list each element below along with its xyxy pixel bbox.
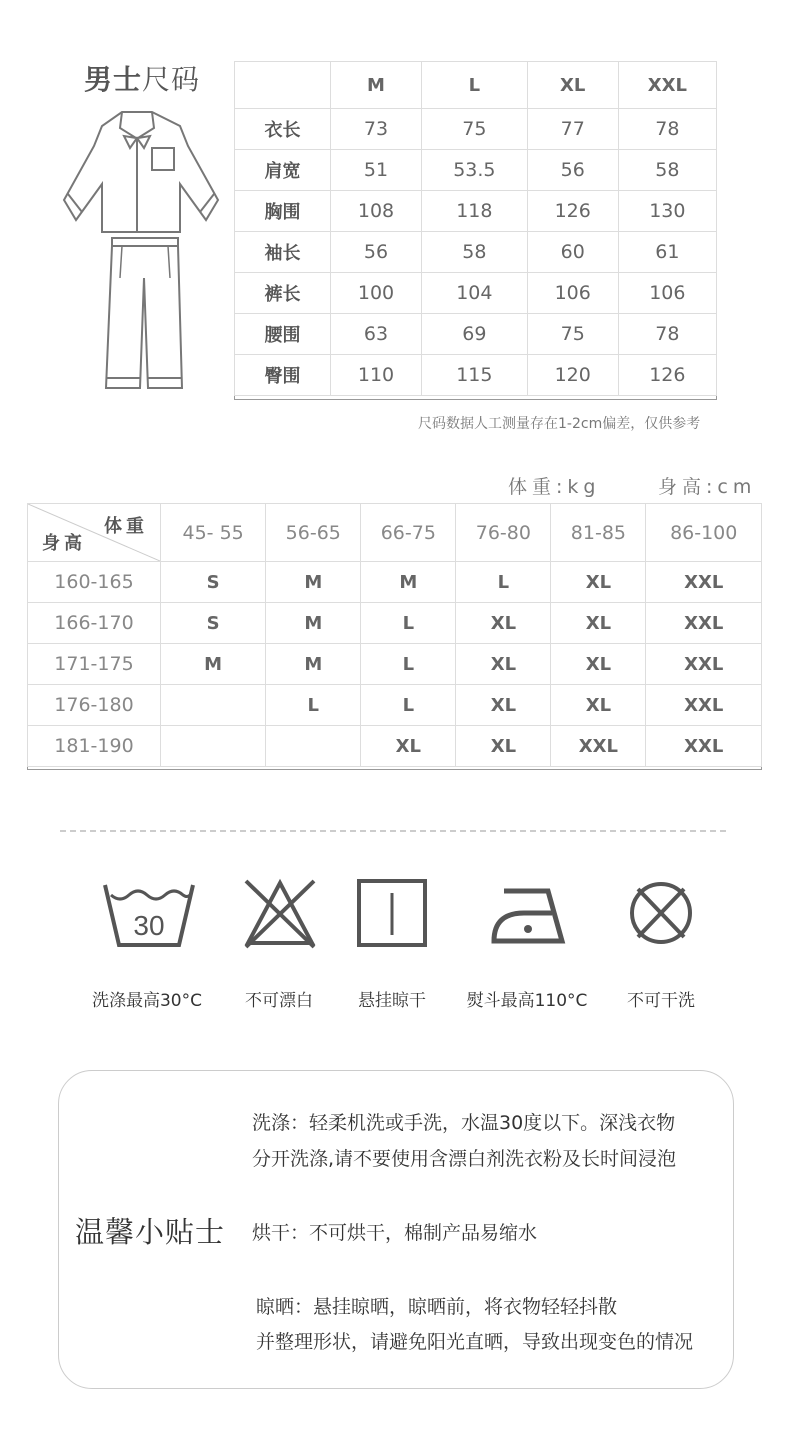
row-label: 腰围 [235,314,331,355]
size-cell: M [266,562,361,603]
fit-table-header [28,504,762,562]
cell: 126 [618,355,716,396]
table-row [28,562,762,603]
size-cell: XXL [646,685,762,726]
cell: 110 [331,355,422,396]
weight-header: 81-85 [551,504,646,562]
row-label: 臀围 [235,355,331,396]
tip-line: 并整理形状，请避免阳光直晒，导致出现变色的情况 [256,1331,694,1353]
cell: 104 [421,273,527,314]
cell: 51 [331,150,422,191]
size-table [234,61,717,396]
table-row [235,150,717,191]
cell: 77 [527,109,618,150]
height-cell: 166-170 [28,603,161,644]
height-unit: 身高:cm [658,476,757,498]
row-label: 袖长 [235,232,331,273]
care-label: 熨斗最高110°C [466,991,588,1011]
size-cell: XXL [646,562,762,603]
cell: 106 [527,273,618,314]
cell: 118 [421,191,527,232]
weight-header: 86-100 [646,504,762,562]
size-cell: XL [456,644,551,685]
header-cell: XXL [618,62,716,109]
size-cell: XL [361,726,456,767]
dashed-divider [60,830,726,832]
corner-cell [28,504,161,562]
cell: 56 [527,150,618,191]
cell: 53.5 [421,150,527,191]
table-row [235,355,717,396]
weight-header: 56-65 [266,504,361,562]
table-row [235,273,717,314]
size-table-header [235,62,717,109]
table-row [28,685,762,726]
size-cell [161,726,266,767]
tip-line: 分开洗涤,请不要使用含漂白剂洗衣粉及长时间浸泡 [252,1148,677,1170]
size-cell: XL [456,726,551,767]
header-cell [235,62,331,109]
no-bleach-icon [244,875,316,949]
tip-line: 洗涤：轻柔机洗或手洗，水温30度以下。深浅衣物 [252,1112,676,1134]
size-cell: XL [551,685,646,726]
size-cell: L [456,562,551,603]
table-row [28,726,762,767]
row-label: 肩宽 [235,150,331,191]
size-cell: XXL [646,644,762,685]
cell: 78 [618,314,716,355]
size-cell: S [161,603,266,644]
wash-30-icon [103,875,195,949]
weight-unit: 体重:kg [508,476,601,498]
cell: 60 [527,232,618,273]
tip-line: 烘干：不可烘干，棉制产品易缩水 [252,1222,538,1244]
cell: 61 [618,232,716,273]
cell: 115 [421,355,527,396]
weight-header: 76-80 [456,504,551,562]
height-cell: 181-190 [28,726,161,767]
size-cell: XXL [646,726,762,767]
cell: 75 [421,109,527,150]
corner-height-label: 身高 [42,533,86,554]
size-cell: XL [551,562,646,603]
cell: 73 [331,109,422,150]
table-row [235,232,717,273]
cell: 130 [618,191,716,232]
size-cell: L [361,603,456,644]
weight-header: 66-75 [361,504,456,562]
no-dry-clean-icon [628,875,694,947]
fit-table [27,503,762,767]
size-cell [161,685,266,726]
height-cell: 176-180 [28,685,161,726]
size-cell: L [361,644,456,685]
size-cell: XL [456,603,551,644]
line-dry-icon [357,875,427,947]
row-label: 衣长 [235,109,331,150]
size-cell: XL [456,685,551,726]
wash-temp-text: 30 [133,910,165,941]
corner-weight-label: 体重 [104,516,148,537]
iron-110-icon [490,875,566,949]
row-label: 胸围 [235,191,331,232]
table-row [235,109,717,150]
size-cell: XL [551,603,646,644]
cell: 56 [331,232,422,273]
care-label: 洗涤最高30°C [91,991,202,1011]
table-row [235,314,717,355]
weight-header: 45- 55 [161,504,266,562]
size-cell: XL [551,644,646,685]
care-label: 悬挂晾干 [358,991,426,1011]
size-cell: L [266,685,361,726]
size-cell: M [161,644,266,685]
cell: 78 [618,109,716,150]
care-label: 不可漂白 [245,991,313,1011]
size-cell [266,726,361,767]
page-title: 男士尺码 [84,63,201,96]
header-cell: M [331,62,422,109]
care-label: 不可干洗 [627,991,695,1011]
height-cell: 171-175 [28,644,161,685]
cell: 69 [421,314,527,355]
cell: 58 [421,232,527,273]
size-cell: M [266,644,361,685]
cell: 108 [331,191,422,232]
header-cell: XL [527,62,618,109]
cell: 106 [618,273,716,314]
size-cell: M [266,603,361,644]
table-row [235,191,717,232]
pajama-illustration [60,108,220,400]
tips-title: 温馨小贴士 [75,1215,226,1249]
table-row [28,644,762,685]
size-cell: XXL [551,726,646,767]
cell: 75 [527,314,618,355]
cell: 58 [618,150,716,191]
height-cell: 160-165 [28,562,161,603]
size-cell: L [361,685,456,726]
cell: 120 [527,355,618,396]
header-cell: L [421,62,527,109]
cell: 100 [331,273,422,314]
tip-line: 晾晒：悬挂晾晒，晾晒前，将衣物轻轻抖散 [256,1296,618,1318]
cell: 63 [331,314,422,355]
table-row [28,603,762,644]
row-label: 裤长 [235,273,331,314]
cell: 126 [527,191,618,232]
measurement-note: 尺码数据人工测量存在1-2cm偏差，仅供参考 [418,416,701,432]
size-cell: XXL [646,603,762,644]
size-cell: M [361,562,456,603]
size-cell: S [161,562,266,603]
